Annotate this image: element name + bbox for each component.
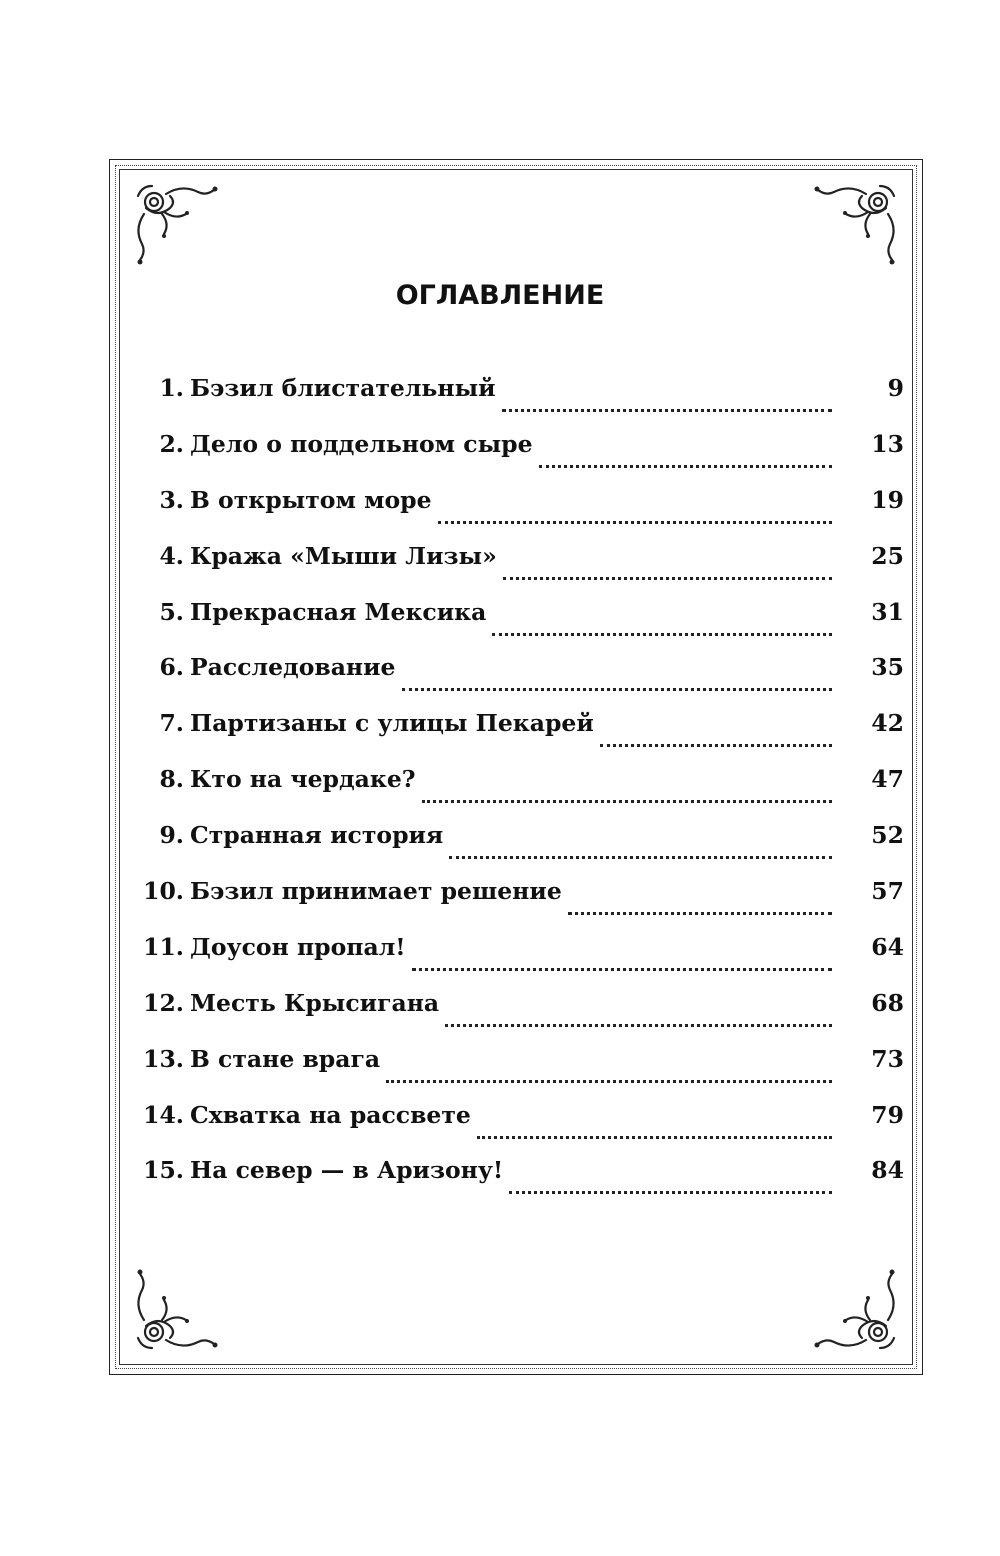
toc-entry-page: 68 (871, 988, 904, 1017)
toc-entry-page: 9 (887, 374, 904, 402)
toc-entry-title: В стане врага (190, 1044, 381, 1073)
toc-entry-title: Кто на чердаке? (190, 765, 416, 794)
toc-entry[interactable] (134, 765, 904, 821)
toc-entry[interactable] (134, 1045, 904, 1101)
toc-entry-page: 13 (871, 429, 904, 458)
toc-list (134, 374, 904, 1212)
toc-entry-page: 19 (871, 485, 904, 514)
toc-entry-number: 14. (143, 1100, 184, 1129)
dot-leader (509, 1190, 832, 1194)
toc-entry-number: 8. (159, 765, 184, 794)
toc-entry-title: Странная история (190, 821, 444, 850)
toc-entry[interactable] (134, 653, 904, 709)
toc-entry-number: 7. (159, 709, 184, 738)
toc-entry-title: Бэзил принимает решение (190, 877, 562, 906)
toc-entry[interactable] (134, 989, 904, 1045)
toc-entry-number: 2. (159, 429, 184, 458)
flourish-ornament-icon (808, 174, 908, 274)
flourish-ornament-icon (124, 174, 224, 274)
toc-entry-title: На север — в Аризону! (190, 1156, 504, 1185)
dot-leader (449, 855, 832, 859)
toc-entry[interactable] (134, 542, 904, 598)
dot-leader (492, 632, 832, 636)
dot-leader (445, 1023, 832, 1027)
toc-entry-page: 31 (871, 597, 904, 626)
toc-entry-number: 6. (159, 653, 184, 682)
dot-leader (386, 1079, 832, 1083)
toc-entry-page: 35 (871, 653, 904, 682)
toc-entry[interactable] (134, 598, 904, 654)
toc-entry[interactable] (134, 877, 904, 933)
toc-entry-page: 73 (871, 1044, 904, 1073)
toc-entry-number: 9. (159, 821, 184, 850)
toc-entry-title: Кража «Мыши Лизы» (190, 541, 497, 570)
page-title: ОГЛАВЛЕНИЕ (395, 280, 605, 311)
dot-leader (503, 576, 832, 580)
toc-entry-title: Прекрасная Мексика (190, 597, 487, 626)
flourish-ornament-icon (124, 1260, 224, 1360)
toc-entry-title: В открытом море (190, 485, 432, 514)
toc-entry[interactable] (134, 821, 904, 877)
toc-entry-page: 25 (871, 541, 904, 570)
dot-leader (438, 520, 832, 524)
dot-leader (568, 911, 832, 915)
toc-entry-number: 1. (159, 374, 184, 402)
toc-entry-title: Месть Крысигана (190, 988, 440, 1017)
toc-entry[interactable] (134, 933, 904, 989)
toc-entry-title: Бэзил блистательный (190, 374, 496, 402)
toc-entry-number: 3. (159, 485, 184, 514)
toc-entry-title: Дело о поддельном сыре (190, 429, 533, 458)
dot-leader (422, 799, 832, 803)
toc-entry-number: 11. (143, 932, 184, 961)
toc-entry-page: 52 (871, 821, 904, 850)
toc-entry-number: 4. (159, 541, 184, 570)
dot-leader (402, 687, 832, 691)
toc-entry-page: 57 (871, 877, 904, 906)
toc-entry-page: 79 (871, 1100, 904, 1129)
dot-leader (502, 408, 832, 412)
toc-entry-number: 10. (143, 877, 184, 906)
toc-entry[interactable] (134, 709, 904, 765)
toc-entry[interactable] (134, 374, 904, 430)
dot-leader (412, 967, 832, 971)
toc-entry-title: Расследование (190, 653, 396, 682)
toc-entry-title: Доусон пропал! (190, 932, 406, 961)
flourish-ornament-icon (808, 1260, 908, 1360)
toc-entry-page: 47 (871, 765, 904, 794)
toc-entry[interactable] (134, 486, 904, 542)
toc-entry-page: 42 (871, 709, 904, 738)
toc-entry-number: 15. (143, 1156, 184, 1185)
dot-leader (477, 1135, 832, 1139)
toc-entry-number: 5. (159, 597, 184, 626)
toc-entry-number: 13. (143, 1044, 184, 1073)
toc-entry[interactable] (134, 1156, 904, 1212)
toc-entry[interactable] (134, 1101, 904, 1157)
toc-entry-page: 64 (871, 932, 904, 961)
toc-entry-page: 84 (871, 1156, 904, 1185)
toc-entry-title: Партизаны с улицы Пекарей (190, 709, 594, 738)
toc-entry-number: 12. (143, 988, 184, 1017)
toc-entry-title: Схватка на рассвете (190, 1100, 471, 1129)
dot-leader (539, 464, 832, 468)
dot-leader (600, 743, 832, 747)
toc-entry[interactable] (134, 430, 904, 486)
